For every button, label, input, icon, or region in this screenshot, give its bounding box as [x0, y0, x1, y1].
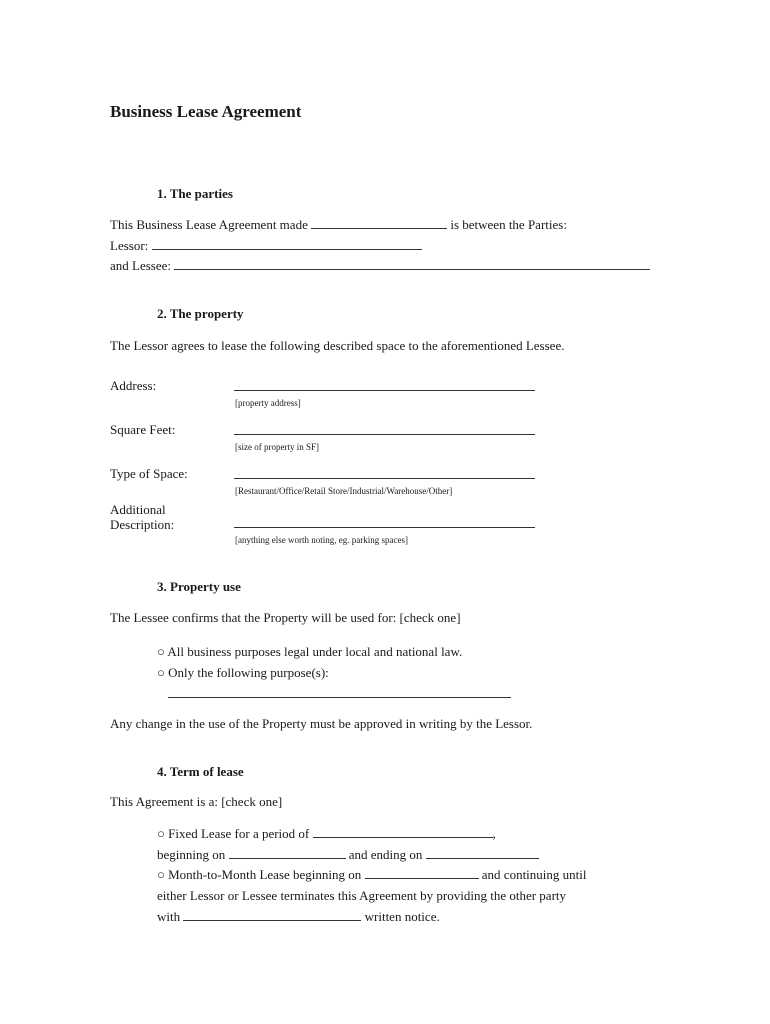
parties-intro-before: This Business Lease Agreement made [110, 217, 308, 232]
fixed-start-date-blank[interactable] [229, 847, 346, 859]
fixed-end-date-blank[interactable] [426, 847, 539, 859]
square-feet-hint: [size of property in SF] [235, 442, 319, 452]
document-title: Business Lease Agreement [110, 102, 302, 121]
space-type-hint: [Restaurant/Office/Retail Store/Industrial/Warehouse/Other] [235, 486, 453, 496]
radio-icon[interactable]: ○ [157, 826, 165, 841]
address-field[interactable] [234, 390, 535, 391]
month-start-date-blank[interactable] [365, 867, 479, 879]
fixed-lease-label: Fixed Lease for a period of [168, 826, 310, 841]
beginning-on-label: beginning on [157, 847, 226, 862]
use-option-all[interactable] [157, 644, 462, 660]
radio-icon[interactable]: ○ [157, 867, 165, 882]
use-option-all-label: All business purposes legal under local and national law. [167, 644, 463, 659]
written-notice-label: written notice. [364, 909, 440, 924]
section-heading-term: 4. Term of lease [157, 764, 244, 779]
additional-description-hint: [anything else worth noting, eg. parking spaces] [235, 535, 408, 545]
term-option-fixed[interactable] [157, 826, 496, 842]
month-continuing-label: and continuing until [481, 867, 587, 882]
with-label: with [157, 909, 181, 924]
parties-intro-after: is between the Parties: [450, 217, 567, 232]
ending-on-label: and ending on [348, 847, 423, 862]
section-heading-parties: 1. The parties [157, 186, 233, 201]
notice-line [157, 909, 440, 925]
specific-purpose-field[interactable] [168, 697, 511, 698]
fixed-comma: , [492, 826, 496, 841]
section-heading-property: 2. The property [157, 306, 244, 321]
parties-intro [110, 217, 567, 233]
use-option-specific[interactable] [157, 665, 329, 681]
lessor-line [110, 238, 422, 254]
use-change-note: Any change in the use of the Property must be approved in writing by the Lessor. [110, 716, 533, 731]
address-hint: [property address] [235, 398, 301, 408]
fixed-period-blank[interactable] [313, 826, 493, 838]
space-type-label: Type of Space: [110, 466, 188, 481]
additional-description-label-line1: Additional [110, 502, 166, 517]
additional-description-field[interactable] [234, 527, 535, 528]
term-option-month[interactable] [157, 867, 587, 883]
section-heading-use: 3. Property use [157, 579, 241, 594]
property-intro: The Lessor agrees to lease the following described space to the aforementioned Lessee. [110, 338, 565, 353]
radio-icon[interactable]: ○ [157, 665, 165, 680]
additional-description-label-line2: Description: [110, 517, 175, 532]
use-intro: The Lessee confirms that the Property will be used for: [check one] [110, 610, 461, 625]
square-feet-field[interactable] [234, 434, 535, 435]
month-lease-label: Month-to-Month Lease beginning on [168, 867, 362, 882]
lessor-label: Lessor: [110, 238, 149, 253]
agreement-date-blank[interactable] [311, 217, 447, 229]
lessee-line [110, 258, 650, 274]
fixed-dates-line [157, 847, 539, 863]
address-label: Address: [110, 378, 157, 393]
square-feet-label: Square Feet: [110, 422, 176, 437]
term-intro: This Agreement is a: [check one] [110, 794, 283, 809]
radio-icon[interactable]: ○ [157, 644, 165, 659]
lessor-name-blank[interactable] [152, 238, 422, 250]
lessee-name-blank[interactable] [174, 258, 650, 270]
notice-period-blank[interactable] [183, 909, 361, 921]
use-option-specific-label: Only the following purpose(s): [168, 665, 329, 680]
lessee-label: and Lessee: [110, 258, 172, 273]
space-type-field[interactable] [234, 478, 535, 479]
termination-line: either Lessor or Lessee terminates this Agreement by providing the other party [157, 888, 567, 903]
